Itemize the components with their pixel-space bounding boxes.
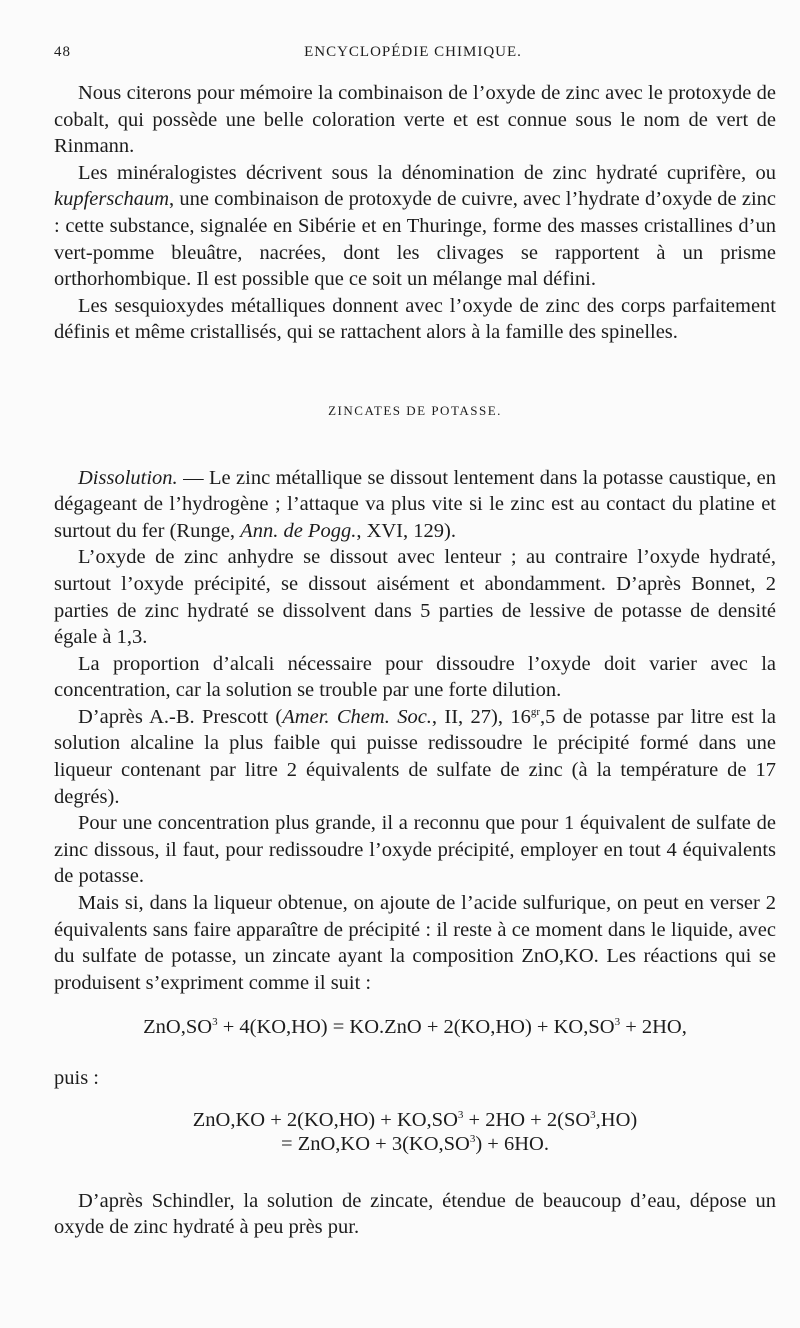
paragraph-sesquioxydes: Les sesquioxydes métalliques donnent avec l’oxyde de zinc des corps parfaitement définis et même cristallisés, qui se rattachent alors à la famille des spinelles. (54, 294, 776, 344)
eq-text: ) + 6HO. (475, 1132, 549, 1155)
paragraph-proportion-alcali: La proportion d’alcali nécessaire pour dissoudre l’oxyde doit varier avec la concentration, car la solution se trouble par une forte dilution. (54, 652, 776, 702)
paragraph-kupferschaum (54, 160, 776, 293)
text: , une combinaison de protoxyde de cuivre, avec l’hydrate d’oxyde de zinc : cette substance, signalée en Sibérie et en Thuringe, forme des masses cristallines d’un vert-pomme bleuâtre, nacrées, dont les clivages se rapportent à un prisme orthorhombique. Il est possible que ce soit un mélange mal défini. (54, 188, 776, 291)
citation: Ann. de Pogg. (240, 519, 357, 542)
paragraph-label: Dissolution. (78, 466, 178, 489)
text: , XVI, 129). (356, 519, 456, 542)
equation-2-line-1 (54, 1108, 776, 1132)
superscript: 3 (212, 1016, 218, 1029)
equation-2 (54, 1108, 776, 1156)
citation: Amer. Chem. Soc. (282, 705, 432, 728)
eq-text: = ZnO,KO + 3(KO,SO (281, 1132, 470, 1155)
equation-2-line-2 (54, 1132, 776, 1156)
eq-text: ZnO,KO + 2(KO,HO) + KO,SO (192, 1108, 458, 1131)
page-number: 48 (54, 44, 71, 60)
paragraph-prescott (54, 704, 776, 810)
text: — Le zinc métallique se dissout lentement dans la potasse caustique, en dégageant de l’hydrogène ; l’attaque va plus vite si le zinc est au contact du platine et surtout du fer (Runge, (54, 466, 776, 542)
text: ,5 de potasse par litre est la solution alcaline la plus faible qui puisse redissoudre le précipité formé dans une liqueur contenant par litre 2 équivalents de sulfate de zinc (à la température de 17 degrés). (54, 705, 777, 808)
text: Les minéralogistes décrivent sous la dénomination de zinc hydraté cuprifère, ou (78, 161, 776, 184)
paragraph-dissolution (54, 465, 776, 545)
equation-1 (54, 1014, 776, 1041)
paragraph-schindler: D’après Schindler, la solution de zincate, étendue de beaucoup d’eau, dépose un oxyde de zinc hydraté à peu près pur. (54, 1189, 776, 1239)
italic-term: kupferschaum (54, 188, 170, 211)
superscript: 3 (457, 1108, 464, 1121)
section-title: ZINCATES DE POTASSE. (328, 402, 502, 418)
superscript: 3 (590, 1108, 596, 1121)
text: D’après A.-B. Prescott ( (78, 705, 283, 728)
superscript: 3 (614, 1016, 621, 1029)
eq-text: ,HO) (595, 1108, 638, 1131)
superscript: 3 (469, 1132, 476, 1145)
paragraph-acide-sulfurique: Mais si, dans la liqueur obtenue, on ajoute de l’acide sulfurique, on peut en verser 2 équivalents sans faire apparaître de précipité : il reste à ce moment dans le liquide, avec du sulfate de potasse, un zincate ayant la composition ZnO,KO. Les réactions qui se produisent s’expriment comme il suit : (54, 892, 776, 994)
running-title: ENCYCLOPÉDIE CHIMIQUE. (304, 44, 522, 60)
eq-text: ZnO,SO (143, 1016, 213, 1039)
eq-text: + 4(KO,HO) = KO.ZnO + 2(KO,HO) + KO,SO (217, 1016, 615, 1039)
eq-text: + 2HO, (620, 1016, 687, 1039)
text: , II, 27), 16 (431, 705, 531, 728)
page-header (54, 44, 772, 68)
eq-text: + 2HO + 2(SO (463, 1108, 591, 1131)
paragraph-rinmann: Nous citerons pour mémoire la combinaison de l’oxyde de zinc avec le protoxyde de cobalt, qui possède une belle coloration verte et est connue sous le nom de vert de Rinmann. (54, 82, 776, 158)
superscript: gr (530, 706, 541, 719)
paragraph-oxyde-anhydre: L’oxyde de zinc anhydre se dissout avec lenteur ; au contraire l’oxyde hydraté, surtout l’oxyde précipité, se dissout aisément et abondamment. D’après Bonnet, 2 parties de zinc hydraté se dissolvent dans 5 parties de lessive de potasse de densité égale à 1,3. (54, 546, 776, 649)
puis-label: puis : (54, 1067, 99, 1089)
paragraph-concentration: Pour une concentration plus grande, il a reconnu que pour 1 équivalent de sulfate de zinc dissous, il faut, pour redissoudre l’oxyde précipité, employer en tout 4 équivalents de potasse. (54, 812, 776, 888)
page-body (54, 80, 776, 1241)
